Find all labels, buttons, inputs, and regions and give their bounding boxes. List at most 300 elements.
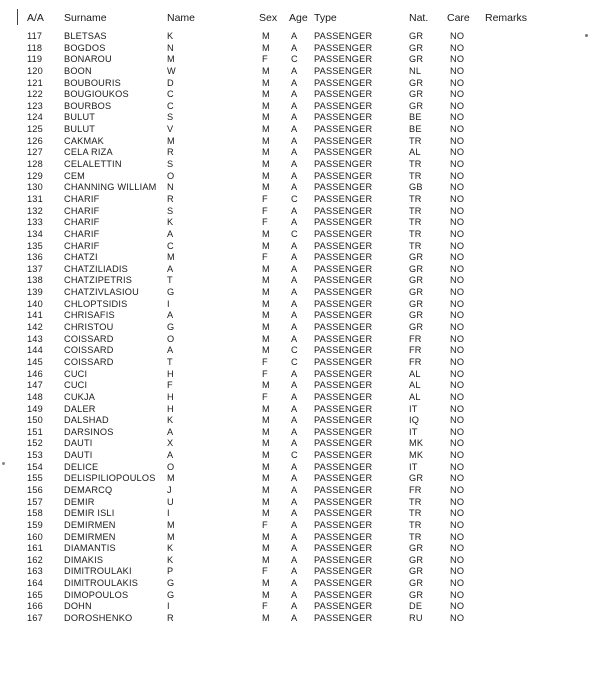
cell-surname: DIMITROULAKIS bbox=[64, 578, 139, 589]
cell-age: A bbox=[291, 310, 298, 321]
cell-surname: CHANNING WILLIAM bbox=[64, 182, 157, 193]
cell-name: G bbox=[167, 589, 175, 600]
cell-name: M bbox=[167, 252, 175, 263]
cell-nat: TR bbox=[409, 228, 422, 239]
cell-type: PASSENGER bbox=[314, 240, 373, 251]
cell-age: A bbox=[291, 531, 298, 542]
cell-care: NO bbox=[450, 42, 465, 53]
cell-type: PASSENGER bbox=[314, 182, 373, 193]
cell-name: C bbox=[167, 100, 174, 111]
cell-care: NO bbox=[450, 450, 465, 461]
cell-surname: CHATZI bbox=[64, 252, 98, 263]
cell-aa: 120 bbox=[27, 65, 43, 76]
cell-surname: DAUTI bbox=[64, 450, 93, 461]
cell-name: T bbox=[167, 275, 173, 286]
cell-aa: 143 bbox=[27, 333, 43, 344]
cell-care: NO bbox=[450, 54, 465, 65]
cell-name: K bbox=[167, 217, 174, 228]
cell-sex: M bbox=[262, 135, 270, 146]
cell-type: PASSENGER bbox=[314, 566, 373, 577]
cell-type: PASSENGER bbox=[314, 415, 373, 426]
cell-nat: RU bbox=[409, 613, 423, 624]
table-row bbox=[0, 31, 600, 43]
cell-age: A bbox=[291, 112, 298, 123]
cell-care: NO bbox=[450, 345, 465, 356]
cell-name: O bbox=[167, 461, 175, 472]
cell-name: I bbox=[167, 298, 170, 309]
cell-surname: CHATZIPETRIS bbox=[64, 275, 133, 286]
table-row bbox=[0, 485, 600, 497]
cell-aa: 125 bbox=[27, 124, 43, 135]
cell-type: PASSENGER bbox=[314, 484, 373, 495]
cell-nat: GR bbox=[409, 322, 424, 333]
header-aa: A/A bbox=[27, 12, 44, 24]
cell-name: J bbox=[167, 484, 172, 495]
cell-care: NO bbox=[450, 77, 465, 88]
cell-aa: 161 bbox=[27, 543, 43, 554]
cell-care: NO bbox=[450, 531, 465, 542]
cell-care: NO bbox=[450, 566, 465, 577]
cell-sex: F bbox=[262, 601, 268, 612]
table-row bbox=[0, 171, 600, 183]
cell-nat: AL bbox=[409, 368, 421, 379]
cell-care: NO bbox=[450, 310, 465, 321]
cell-type: PASSENGER bbox=[314, 426, 373, 437]
cell-name: R bbox=[167, 193, 174, 204]
table-row bbox=[0, 415, 600, 427]
cell-name: O bbox=[167, 333, 175, 344]
table-row bbox=[0, 275, 600, 287]
table-row bbox=[0, 543, 600, 555]
cell-type: PASSENGER bbox=[314, 450, 373, 461]
cell-nat: TR bbox=[409, 170, 422, 181]
cell-aa: 126 bbox=[27, 135, 43, 146]
cell-nat: GR bbox=[409, 554, 424, 565]
table-row bbox=[0, 578, 600, 590]
cell-age: A bbox=[291, 263, 298, 274]
cell-aa: 154 bbox=[27, 461, 43, 472]
table-row bbox=[0, 147, 600, 159]
table-row bbox=[0, 264, 600, 276]
cell-sex: F bbox=[262, 356, 268, 367]
cell-name: I bbox=[167, 601, 170, 612]
cell-aa: 135 bbox=[27, 240, 43, 251]
cell-aa: 158 bbox=[27, 508, 43, 519]
cell-age: A bbox=[291, 298, 298, 309]
table-row bbox=[0, 392, 600, 404]
cell-type: PASSENGER bbox=[314, 438, 373, 449]
cell-care: NO bbox=[450, 124, 465, 135]
cell-age: A bbox=[291, 287, 298, 298]
cell-sex: M bbox=[262, 89, 270, 100]
cell-name: R bbox=[167, 613, 174, 624]
table-row bbox=[0, 78, 600, 90]
cell-nat: GR bbox=[409, 543, 424, 554]
cell-surname: CHARIF bbox=[64, 228, 100, 239]
header-nat: Nat. bbox=[409, 12, 429, 24]
cell-nat: MK bbox=[409, 438, 424, 449]
cell-aa: 149 bbox=[27, 403, 43, 414]
cell-age: A bbox=[291, 31, 298, 41]
cell-age: A bbox=[291, 333, 298, 344]
cell-type: PASSENGER bbox=[314, 31, 373, 41]
cell-sex: M bbox=[262, 508, 270, 519]
cell-nat: GR bbox=[409, 589, 424, 600]
cell-sex: M bbox=[262, 298, 270, 309]
cell-type: PASSENGER bbox=[314, 89, 373, 100]
cell-aa: 140 bbox=[27, 298, 43, 309]
cell-nat: TR bbox=[409, 159, 422, 170]
header-type: Type bbox=[314, 12, 337, 24]
cell-surname: CELALETTIN bbox=[64, 159, 122, 170]
cell-surname: CHARIF bbox=[64, 240, 100, 251]
cell-name: P bbox=[167, 566, 174, 577]
cell-age: A bbox=[291, 124, 298, 135]
cell-name: W bbox=[167, 65, 176, 76]
table-row bbox=[0, 54, 600, 66]
passenger-list bbox=[0, 31, 600, 625]
cell-age: C bbox=[291, 356, 298, 367]
cell-type: PASSENGER bbox=[314, 310, 373, 321]
cell-aa: 131 bbox=[27, 193, 43, 204]
cell-nat: TR bbox=[409, 205, 422, 216]
cell-type: PASSENGER bbox=[314, 461, 373, 472]
cell-aa: 166 bbox=[27, 601, 43, 612]
table-row bbox=[0, 450, 600, 462]
cell-type: PASSENGER bbox=[314, 403, 373, 414]
table-row bbox=[0, 566, 600, 578]
cell-aa: 142 bbox=[27, 322, 43, 333]
cell-type: PASSENGER bbox=[314, 508, 373, 519]
cell-care: NO bbox=[450, 65, 465, 76]
cell-type: PASSENGER bbox=[314, 42, 373, 53]
cell-surname: DEMARCQ bbox=[64, 484, 113, 495]
cell-surname: BULUT bbox=[64, 124, 96, 135]
cell-care: NO bbox=[450, 31, 465, 41]
cell-type: PASSENGER bbox=[314, 124, 373, 135]
cell-nat: FR bbox=[409, 333, 422, 344]
cell-aa: 156 bbox=[27, 484, 43, 495]
cell-name: K bbox=[167, 554, 174, 565]
table-row bbox=[0, 473, 600, 485]
cell-age: A bbox=[291, 601, 298, 612]
cell-sex: M bbox=[262, 554, 270, 565]
cell-age: C bbox=[291, 54, 298, 65]
cell-sex: M bbox=[262, 589, 270, 600]
cell-age: A bbox=[291, 205, 298, 216]
cell-age: C bbox=[291, 450, 298, 461]
cell-age: A bbox=[291, 508, 298, 519]
cell-sex: M bbox=[262, 415, 270, 426]
cell-nat: MK bbox=[409, 450, 424, 461]
cell-sex: M bbox=[262, 322, 270, 333]
cell-surname: CHATZILIADIS bbox=[64, 263, 128, 274]
cell-age: A bbox=[291, 461, 298, 472]
cell-aa: 159 bbox=[27, 519, 43, 530]
cell-sex: M bbox=[262, 613, 270, 624]
cell-type: PASSENGER bbox=[314, 252, 373, 263]
cell-name: M bbox=[167, 135, 175, 146]
cell-nat: IT bbox=[409, 461, 418, 472]
cell-name: A bbox=[167, 263, 174, 274]
cell-surname: CAKMAK bbox=[64, 135, 105, 146]
cell-nat: GR bbox=[409, 77, 424, 88]
table-row bbox=[0, 601, 600, 613]
cell-nat: GR bbox=[409, 578, 424, 589]
table-row bbox=[0, 136, 600, 148]
cell-sex: M bbox=[262, 461, 270, 472]
table-row bbox=[0, 613, 600, 625]
cell-type: PASSENGER bbox=[314, 228, 373, 239]
table-row bbox=[0, 404, 600, 416]
cell-nat: BE bbox=[409, 124, 422, 135]
cell-surname: BULUT bbox=[64, 112, 96, 123]
cell-aa: 137 bbox=[27, 263, 43, 274]
cell-aa: 133 bbox=[27, 217, 43, 228]
cell-aa: 118 bbox=[27, 42, 43, 53]
cell-sex: M bbox=[262, 182, 270, 193]
table-row bbox=[0, 427, 600, 439]
cell-care: NO bbox=[450, 263, 465, 274]
cell-age: A bbox=[291, 159, 298, 170]
cell-sex: M bbox=[262, 275, 270, 286]
header-sex: Sex bbox=[259, 12, 278, 24]
cell-name: G bbox=[167, 322, 175, 333]
cell-nat: GR bbox=[409, 100, 424, 111]
cell-sex: M bbox=[262, 578, 270, 589]
cell-care: NO bbox=[450, 613, 465, 624]
cell-sex: F bbox=[262, 519, 268, 530]
cell-aa: 130 bbox=[27, 182, 43, 193]
cell-surname: CHATZIVLASIOU bbox=[64, 287, 139, 298]
cell-aa: 134 bbox=[27, 228, 43, 239]
cell-aa: 167 bbox=[27, 613, 43, 624]
cell-care: NO bbox=[450, 426, 465, 437]
cell-surname: CHARIF bbox=[64, 193, 100, 204]
cell-aa: 123 bbox=[27, 100, 43, 111]
cell-aa: 121 bbox=[27, 77, 43, 88]
cell-surname: DARSINOS bbox=[64, 426, 114, 437]
header-age: Age bbox=[289, 12, 308, 24]
cell-age: A bbox=[291, 496, 298, 507]
cell-sex: M bbox=[262, 159, 270, 170]
cell-age: A bbox=[291, 426, 298, 437]
cell-care: NO bbox=[450, 170, 465, 181]
cell-nat: FR bbox=[409, 484, 422, 495]
cell-age: A bbox=[291, 42, 298, 53]
cell-surname: DIMOPOULOS bbox=[64, 589, 129, 600]
cell-age: A bbox=[291, 275, 298, 286]
cell-aa: 128 bbox=[27, 159, 43, 170]
cell-care: NO bbox=[450, 240, 465, 251]
table-row bbox=[0, 66, 600, 78]
table-row bbox=[0, 241, 600, 253]
cell-sex: M bbox=[262, 147, 270, 158]
cell-care: NO bbox=[450, 380, 465, 391]
cell-age: A bbox=[291, 438, 298, 449]
cell-surname: DOROSHENKO bbox=[64, 613, 133, 624]
cell-aa: 141 bbox=[27, 310, 43, 321]
cell-care: NO bbox=[450, 228, 465, 239]
table-row bbox=[0, 112, 600, 124]
cell-surname: DEMIRMEN bbox=[64, 531, 116, 542]
table-row bbox=[0, 357, 600, 369]
cell-age: A bbox=[291, 380, 298, 391]
cell-name: K bbox=[167, 31, 174, 41]
cell-name: O bbox=[167, 170, 175, 181]
cell-age: A bbox=[291, 473, 298, 484]
cell-sex: M bbox=[262, 426, 270, 437]
cell-sex: M bbox=[262, 287, 270, 298]
cell-name: R bbox=[167, 147, 174, 158]
cell-sex: M bbox=[262, 473, 270, 484]
cell-surname: CEM bbox=[64, 170, 86, 181]
cell-nat: IQ bbox=[409, 415, 420, 426]
cell-type: PASSENGER bbox=[314, 380, 373, 391]
cell-age: A bbox=[291, 182, 298, 193]
cell-sex: F bbox=[262, 205, 268, 216]
table-row bbox=[0, 345, 600, 357]
cell-aa: 145 bbox=[27, 356, 43, 367]
cell-sex: M bbox=[262, 438, 270, 449]
cell-nat: DE bbox=[409, 601, 423, 612]
cell-sex: M bbox=[262, 170, 270, 181]
cell-age: A bbox=[291, 135, 298, 146]
cell-care: NO bbox=[450, 287, 465, 298]
cell-age: A bbox=[291, 65, 298, 76]
cell-nat: GR bbox=[409, 473, 424, 484]
cell-sex: F bbox=[262, 368, 268, 379]
cell-care: NO bbox=[450, 508, 465, 519]
cell-sex: F bbox=[262, 252, 268, 263]
cell-surname: BOUGIOUKOS bbox=[64, 89, 129, 100]
header-remarks: Remarks bbox=[485, 12, 528, 24]
cell-name: A bbox=[167, 228, 174, 239]
cell-name: M bbox=[167, 473, 175, 484]
cell-care: NO bbox=[450, 147, 465, 158]
cell-care: NO bbox=[450, 275, 465, 286]
table-row bbox=[0, 532, 600, 544]
cell-sex: F bbox=[262, 217, 268, 228]
cell-care: NO bbox=[450, 298, 465, 309]
cell-care: NO bbox=[450, 356, 465, 367]
cell-surname: BONAROU bbox=[64, 54, 112, 65]
cell-aa: 163 bbox=[27, 566, 43, 577]
cell-sex: M bbox=[262, 263, 270, 274]
cell-sex: M bbox=[262, 345, 270, 356]
cell-age: A bbox=[291, 484, 298, 495]
cell-nat: GR bbox=[409, 298, 424, 309]
cell-type: PASSENGER bbox=[314, 368, 373, 379]
cell-care: NO bbox=[450, 182, 465, 193]
cell-name: K bbox=[167, 415, 174, 426]
cell-care: NO bbox=[450, 484, 465, 495]
cell-type: PASSENGER bbox=[314, 147, 373, 158]
cell-care: NO bbox=[450, 473, 465, 484]
cell-age: A bbox=[291, 240, 298, 251]
cell-age: A bbox=[291, 578, 298, 589]
cell-age: A bbox=[291, 368, 298, 379]
cell-surname: BOGDOS bbox=[64, 42, 106, 53]
cell-age: A bbox=[291, 391, 298, 402]
cell-aa: 162 bbox=[27, 554, 43, 565]
cell-sex: M bbox=[262, 333, 270, 344]
cell-type: PASSENGER bbox=[314, 275, 373, 286]
table-row bbox=[0, 182, 600, 194]
cell-age: C bbox=[291, 228, 298, 239]
table-row bbox=[0, 590, 600, 602]
table-row bbox=[0, 159, 600, 171]
cell-surname: DIMITROULAKI bbox=[64, 566, 132, 577]
cell-nat: TR bbox=[409, 135, 422, 146]
cell-type: PASSENGER bbox=[314, 613, 373, 624]
cell-care: NO bbox=[450, 193, 465, 204]
cell-type: PASSENGER bbox=[314, 54, 373, 65]
cell-sex: M bbox=[262, 484, 270, 495]
table-row bbox=[0, 369, 600, 381]
cell-care: NO bbox=[450, 333, 465, 344]
cell-care: NO bbox=[450, 205, 465, 216]
cell-nat: AL bbox=[409, 391, 421, 402]
cell-nat: BE bbox=[409, 112, 422, 123]
cell-nat: TR bbox=[409, 193, 422, 204]
cell-care: NO bbox=[450, 578, 465, 589]
cell-name: A bbox=[167, 450, 174, 461]
cell-type: PASSENGER bbox=[314, 263, 373, 274]
cell-name: S bbox=[167, 112, 174, 123]
cell-nat: GR bbox=[409, 54, 424, 65]
table-row bbox=[0, 43, 600, 55]
table-header bbox=[0, 12, 600, 28]
cell-age: A bbox=[291, 566, 298, 577]
cell-type: PASSENGER bbox=[314, 333, 373, 344]
cell-surname: CHARIF bbox=[64, 217, 100, 228]
cell-care: NO bbox=[450, 543, 465, 554]
cell-name: I bbox=[167, 508, 170, 519]
cell-care: NO bbox=[450, 461, 465, 472]
cell-aa: 139 bbox=[27, 287, 43, 298]
table-row bbox=[0, 287, 600, 299]
table-row bbox=[0, 497, 600, 509]
cell-age: C bbox=[291, 193, 298, 204]
cell-surname: DEMIR ISLI bbox=[64, 508, 115, 519]
cell-nat: NL bbox=[409, 65, 422, 76]
cell-sex: M bbox=[262, 65, 270, 76]
cell-surname: DOHN bbox=[64, 601, 92, 612]
cell-care: NO bbox=[450, 403, 465, 414]
table-row bbox=[0, 438, 600, 450]
cell-sex: M bbox=[262, 100, 270, 111]
cell-care: NO bbox=[450, 589, 465, 600]
cell-nat: IT bbox=[409, 403, 418, 414]
cell-surname: CHRISAFIS bbox=[64, 310, 115, 321]
cell-type: PASSENGER bbox=[314, 531, 373, 542]
cell-name: G bbox=[167, 287, 175, 298]
table-row bbox=[0, 462, 600, 474]
cell-surname: CUCI bbox=[64, 380, 88, 391]
cell-sex: M bbox=[262, 42, 270, 53]
cell-name: S bbox=[167, 159, 174, 170]
cell-age: A bbox=[291, 147, 298, 158]
cell-sex: F bbox=[262, 193, 268, 204]
cell-nat: GR bbox=[409, 252, 424, 263]
cell-name: N bbox=[167, 42, 174, 53]
cell-type: PASSENGER bbox=[314, 193, 373, 204]
cell-aa: 117 bbox=[27, 31, 43, 41]
cell-age: A bbox=[291, 519, 298, 530]
cell-name: F bbox=[167, 380, 173, 391]
cell-age: A bbox=[291, 403, 298, 414]
